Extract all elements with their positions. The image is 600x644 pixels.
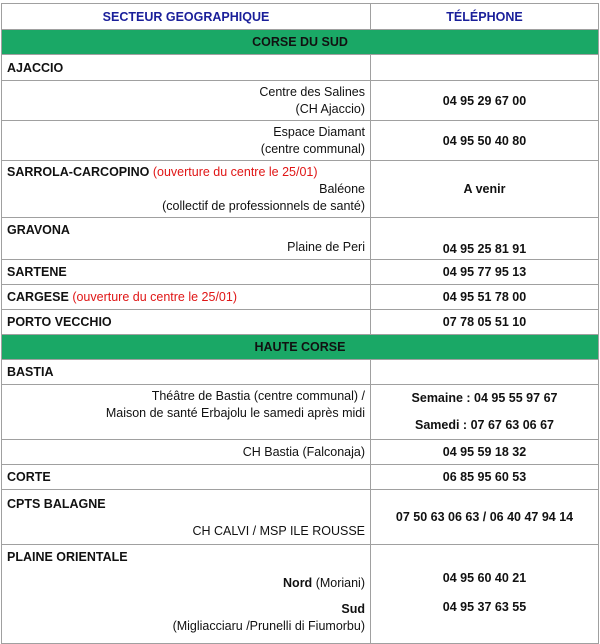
cargese-opening-note: (ouverture du centre le 25/01) bbox=[72, 290, 237, 304]
table-row bbox=[2, 218, 599, 260]
sector-name-sartene: SARTENE bbox=[2, 260, 371, 285]
table-row bbox=[2, 360, 599, 385]
sector-name-cargese: CARGESE bbox=[7, 290, 69, 304]
sector-name-balagne: CPTS BALAGNE bbox=[7, 496, 106, 511]
table-row bbox=[2, 385, 599, 440]
theatre-line2: Maison de santé Erbajolu le samedi après midi bbox=[105, 406, 365, 420]
gravona-place: Plaine de Peri bbox=[287, 239, 365, 254]
sector-sarrola bbox=[2, 161, 371, 218]
phone-bastia-samedi: Samedi : 07 67 63 06 67 bbox=[415, 418, 554, 432]
table-row bbox=[2, 55, 599, 81]
header-sector: SECTEUR GEOGRAPHIQUE bbox=[2, 4, 371, 30]
centre-diamant-line1: Espace Diamant bbox=[273, 124, 365, 139]
phone-plaine-orientale bbox=[371, 545, 599, 644]
header-phone: TÉLÉPHONE bbox=[371, 4, 599, 30]
sarrola-opening-note: (ouverture du centre le 25/01) bbox=[152, 164, 318, 179]
table-row bbox=[2, 310, 599, 335]
phone-salines: 04 95 29 67 00 bbox=[371, 81, 599, 121]
theatre-line1: Théâtre de Bastia (centre communal) / bbox=[151, 389, 365, 403]
balagne-place: CH CALVI / MSP ILE ROUSSE bbox=[192, 523, 365, 538]
section-title-corse-du-sud: CORSE DU SUD bbox=[2, 30, 599, 55]
empty-cell bbox=[371, 360, 599, 385]
centre-salines-line1: Centre des Salines bbox=[259, 84, 365, 99]
phone-sarrola: A venir bbox=[371, 161, 599, 218]
plaine-nord-place: (Moriani) bbox=[315, 576, 365, 590]
plaine-sud-place: (Migliacciaru /Prunelli di Fiumorbu) bbox=[172, 619, 365, 633]
plaine-nord bbox=[7, 575, 365, 592]
sector-name-gravona: GRAVONA bbox=[7, 222, 70, 237]
phone-falconaja: 04 95 59 18 32 bbox=[371, 440, 599, 465]
table-row bbox=[2, 161, 599, 218]
sarrola-line1: Baléone bbox=[319, 181, 365, 196]
centre-theatre-bastia bbox=[2, 385, 371, 440]
phone-plaine-sud: 04 95 37 63 55 bbox=[442, 600, 527, 614]
sector-gravona bbox=[2, 218, 371, 260]
section-title-haute-corse: HAUTE CORSE bbox=[2, 335, 599, 360]
centres-table bbox=[1, 3, 599, 644]
plaine-sud-label: Sud bbox=[341, 602, 365, 616]
empty-cell bbox=[371, 55, 599, 81]
plaine-nord-label: Nord bbox=[283, 576, 313, 590]
table-row bbox=[2, 260, 599, 285]
table-row bbox=[2, 285, 599, 310]
sector-plaine-orientale bbox=[2, 545, 371, 644]
centre-salines-line2: (CH Ajaccio) bbox=[295, 101, 365, 116]
centre-diamant bbox=[2, 121, 371, 161]
phone-plaine-nord: 04 95 60 40 21 bbox=[442, 571, 527, 585]
sector-name-porto-vecchio: PORTO VECCHIO bbox=[2, 310, 371, 335]
phone-cargese: 04 95 51 78 00 bbox=[371, 285, 599, 310]
phone-sartene: 04 95 77 95 13 bbox=[371, 260, 599, 285]
section-row-corse-du-sud bbox=[2, 30, 599, 55]
table-row bbox=[2, 440, 599, 465]
phone-gravona: 04 95 25 81 91 bbox=[371, 218, 599, 260]
centre-salines bbox=[2, 81, 371, 121]
centre-falconaja: CH Bastia (Falconaja) bbox=[2, 440, 371, 465]
table-row bbox=[2, 81, 599, 121]
phone-balagne: 07 50 63 06 63 / 06 40 47 94 14 bbox=[371, 490, 599, 545]
phone-diamant: 04 95 50 40 80 bbox=[371, 121, 599, 161]
sector-balagne bbox=[2, 490, 371, 545]
sector-name-sarrola: SARROLA-CARCOPINO bbox=[7, 164, 150, 179]
sarrola-line2: (collectif de professionnels de santé) bbox=[162, 198, 365, 213]
phone-bastia-theatre bbox=[371, 385, 599, 440]
table-row bbox=[2, 465, 599, 490]
table-row bbox=[2, 545, 599, 644]
sector-cargese bbox=[2, 285, 371, 310]
table-row bbox=[2, 121, 599, 161]
sector-name-plaine-orientale: PLAINE ORIENTALE bbox=[7, 550, 128, 564]
table-row bbox=[2, 490, 599, 545]
sector-name-ajaccio: AJACCIO bbox=[2, 55, 371, 81]
sector-name-corte: CORTE bbox=[2, 465, 371, 490]
centre-diamant-line2: (centre communal) bbox=[260, 141, 365, 156]
section-row-haute-corse bbox=[2, 335, 599, 360]
phone-bastia-semaine: Semaine : 04 95 55 97 67 bbox=[411, 391, 558, 405]
sector-name-bastia: BASTIA bbox=[2, 360, 371, 385]
header-row bbox=[2, 4, 599, 30]
phone-porto-vecchio: 07 78 05 51 10 bbox=[371, 310, 599, 335]
phone-corte: 06 85 95 60 53 bbox=[371, 465, 599, 490]
